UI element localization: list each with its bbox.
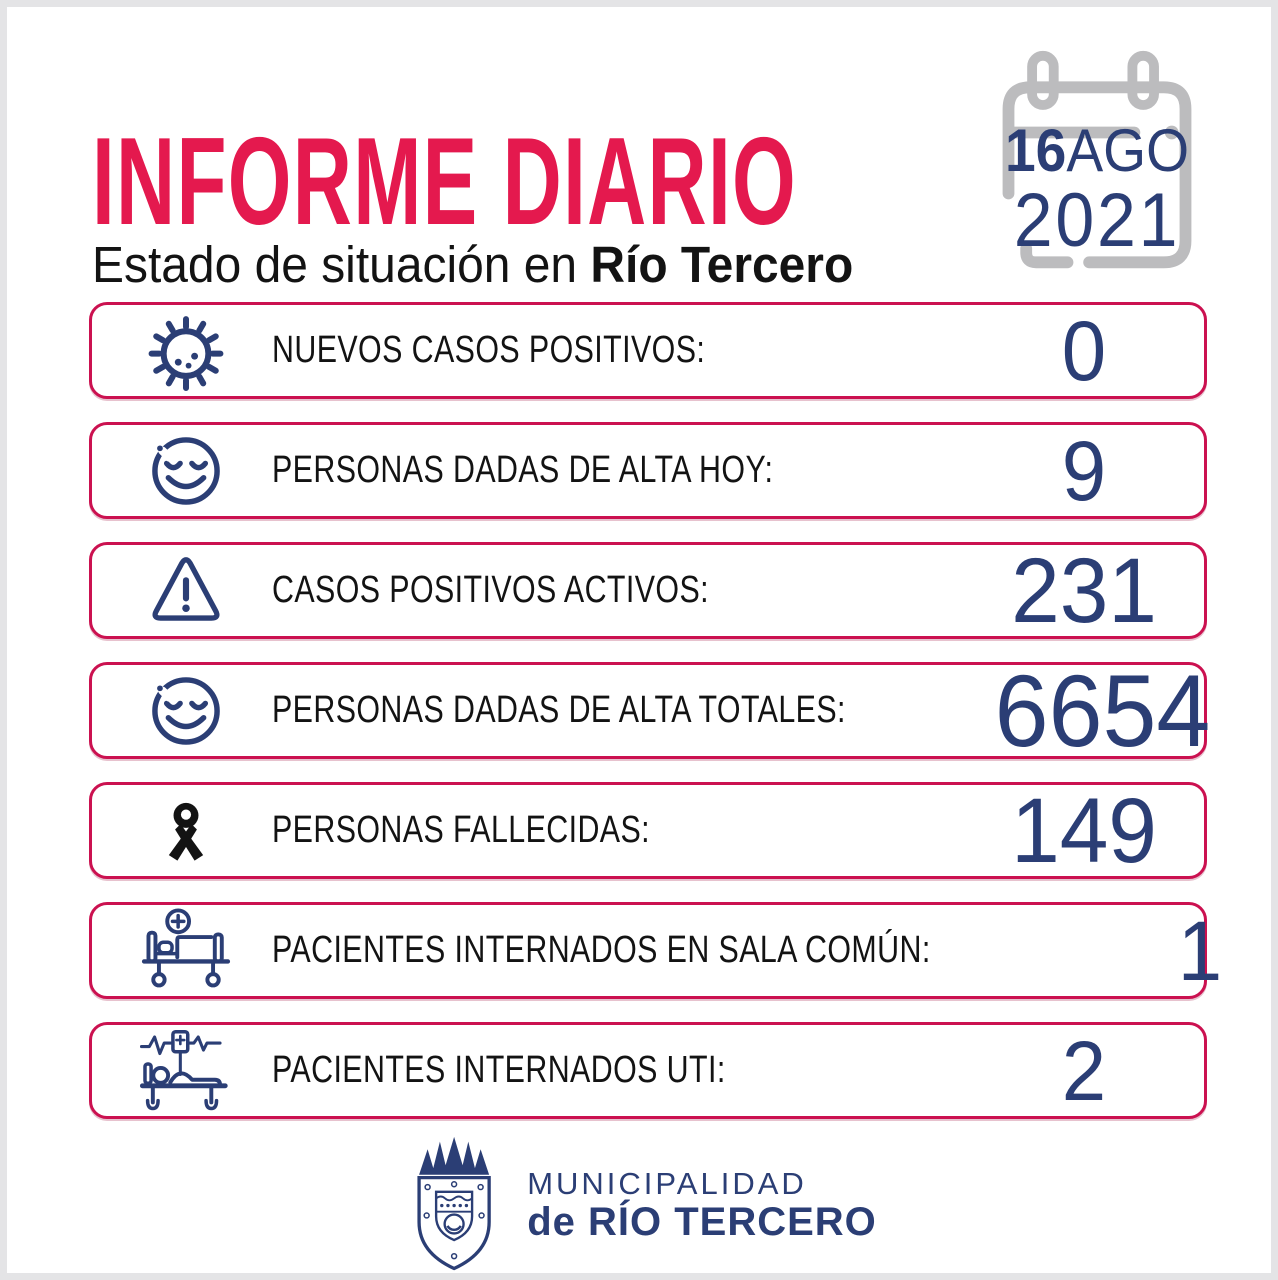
stat-value: 2 bbox=[1061, 1023, 1107, 1118]
hospital-bed-icon bbox=[136, 907, 236, 995]
stat-value: 149 bbox=[1011, 779, 1157, 882]
calendar-date-block bbox=[979, 43, 1215, 285]
subtitle-city: Río Tercero bbox=[590, 236, 854, 293]
municipal-crest-icon bbox=[401, 1135, 511, 1277]
stat-row-internados-uti bbox=[89, 1022, 1207, 1119]
stat-row-altas-totales bbox=[89, 653, 1211, 768]
calendar-month: AGO bbox=[1066, 117, 1190, 184]
stat-row-casos-activos bbox=[89, 539, 1207, 642]
stat-label: NUEVOS CASOS POSITIVOS: bbox=[272, 329, 706, 371]
org-line1: MUNICIPALIDAD bbox=[527, 1166, 807, 1202]
stat-value: 1 bbox=[1178, 903, 1223, 998]
stat-row-fallecidas bbox=[89, 779, 1207, 882]
footer-logo bbox=[7, 1133, 1271, 1278]
smiley-icon bbox=[136, 429, 236, 513]
stat-value: 6654 bbox=[995, 653, 1211, 768]
calendar-year: 2021 bbox=[1013, 178, 1181, 263]
smiley-icon bbox=[136, 669, 236, 753]
stat-row-nuevos-casos bbox=[89, 302, 1207, 399]
icu-bed-icon bbox=[136, 1026, 236, 1116]
stat-label: CASOS POSITIVOS ACTIVOS: bbox=[272, 569, 709, 611]
stat-row-altas-hoy bbox=[89, 422, 1207, 519]
stat-label: PERSONAS DADAS DE ALTA TOTALES: bbox=[272, 689, 846, 731]
stat-value: 0 bbox=[1061, 303, 1107, 398]
stat-label: PACIENTES INTERNADOS UTI: bbox=[272, 1049, 726, 1091]
page-subtitle bbox=[92, 235, 853, 294]
stats-list bbox=[89, 302, 1223, 1142]
calendar-date bbox=[979, 117, 1215, 263]
stat-row-internados-sala bbox=[89, 902, 1223, 999]
calendar-day: 16 bbox=[1004, 117, 1067, 184]
org-line2: de RÍO TERCERO bbox=[527, 1199, 877, 1244]
stat-label: PERSONAS DADAS DE ALTA HOY: bbox=[272, 449, 774, 491]
mourning-ribbon-icon bbox=[136, 792, 236, 870]
page-title: INFORME DIARIO bbox=[92, 113, 798, 251]
stat-value: 231 bbox=[1011, 539, 1157, 642]
subtitle-regular: Estado de situación en bbox=[92, 236, 591, 293]
warning-icon bbox=[136, 550, 236, 632]
stat-label: PERSONAS FALLECIDAS: bbox=[272, 809, 650, 851]
virus-icon bbox=[136, 308, 236, 394]
stat-label: PACIENTES INTERNADOS EN SALA COMÚN: bbox=[272, 929, 931, 971]
footer-org-name bbox=[527, 1167, 877, 1244]
stat-value: 9 bbox=[1061, 423, 1107, 518]
